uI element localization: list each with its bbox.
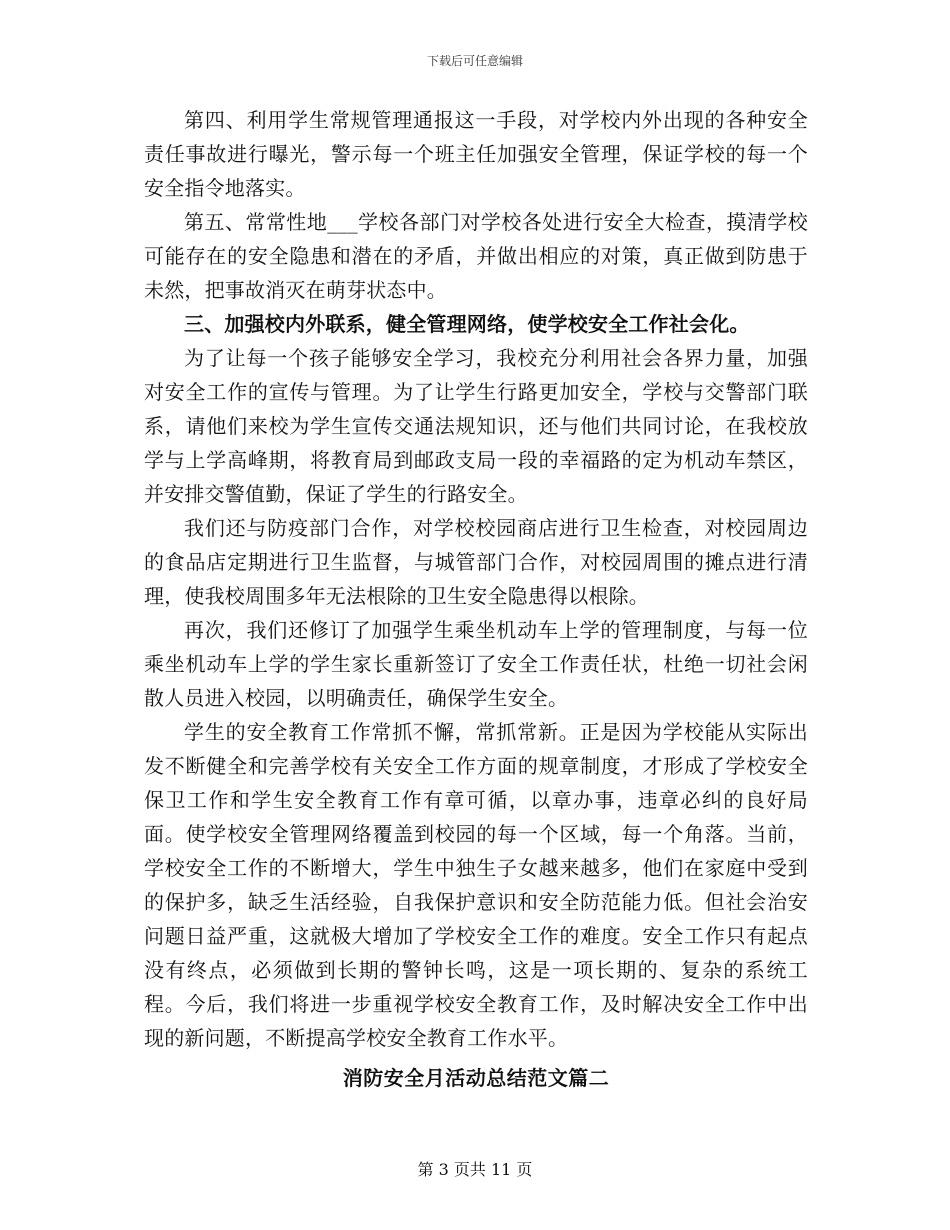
paragraph-fifth-measure: 第五、常常性地___学校各部门对学校各处进行安全大检查，摸清学校可能存在的安全隐患和潜在的矛盾，并做出相应的对策，真正做到防患于未然，把事故消灭在萌芽状态中。 [144, 210, 808, 302]
section-heading-three: 三、加强校内外联系，健全管理网络，使学校安全工作社会化。 [184, 312, 750, 336]
paragraph-fourth-measure: 第四、利用学生常规管理通报这一手段，对学校内外出现的各种安全责任事故进行曝光，警示每一个班主任加强安全管理，保证学校的每一个安全指令地落实。 [144, 108, 808, 200]
document-body [144, 103, 808, 1095]
paragraph-hygiene-cooperation: 我们还与防疫部门合作，对学校校园商店进行卫生检查，对校园周边的食品店定期进行卫生监督，与城管部门合作，对校园周围的摊点进行清理，使我校周围多年无法根除的卫生安全隐患得以根除。 [144, 516, 808, 608]
page-footer: 第 3 页共 11 页 [417, 1160, 533, 1179]
page-header: 下载后可任意编辑 [426, 54, 523, 68]
next-article-title: 消防安全月活动总结范文篇二 [342, 1066, 610, 1090]
paragraph-summary: 学生的安全教育工作常抓不懈，常抓常新。正是因为学校能从实际出发不断健全和完善学校有关安全工作方面的规章制度，才形成了学校安全保卫工作和学生安全教育工作有章可循，以章办事，违章必纠的良好局面。使学校安全管理网络覆盖到校园的每一个区域，每一个角落。当前，学校安全工作的不断增大，学生中独生子女越来越多，他们在家庭中受到的保护多，缺乏生活经验，自我保护意识和安全防范能力低。但社会治安问题日益严重，这就极大增加了学校安全工作的难度。安全工作只有起点没有终点，必须做到长期的警钟长鸣，这是一项长期的、复杂的系统工程。今后，我们将进一步重视学校安全教育工作，及时解决安全工作中出现的新问题，不断提高学校安全教育工作水平。 [144, 720, 808, 1050]
paragraph-vehicle-management: 再次，我们还修订了加强学生乘坐机动车上学的管理制度，与每一位乘坐机动车上学的学生家长重新签订了安全工作责任状，杜绝一切社会闲散人员进入校园，以明确责任，确保学生安全。 [144, 618, 808, 710]
paragraph-traffic-safety: 为了让每一个孩子能够安全学习，我校充分利用社会各界力量，加强对安全工作的宣传与管理。为了让学生行路更加安全，学校与交警部门联系，请他们来校为学生宣传交通法规知识，还与他们共同讨论，在我校放学与上学高峰期，将教育局到邮政支局一段的幸福路的定为机动车禁区，并安排交警值勤，保证了学生的行路安全。 [144, 346, 808, 506]
